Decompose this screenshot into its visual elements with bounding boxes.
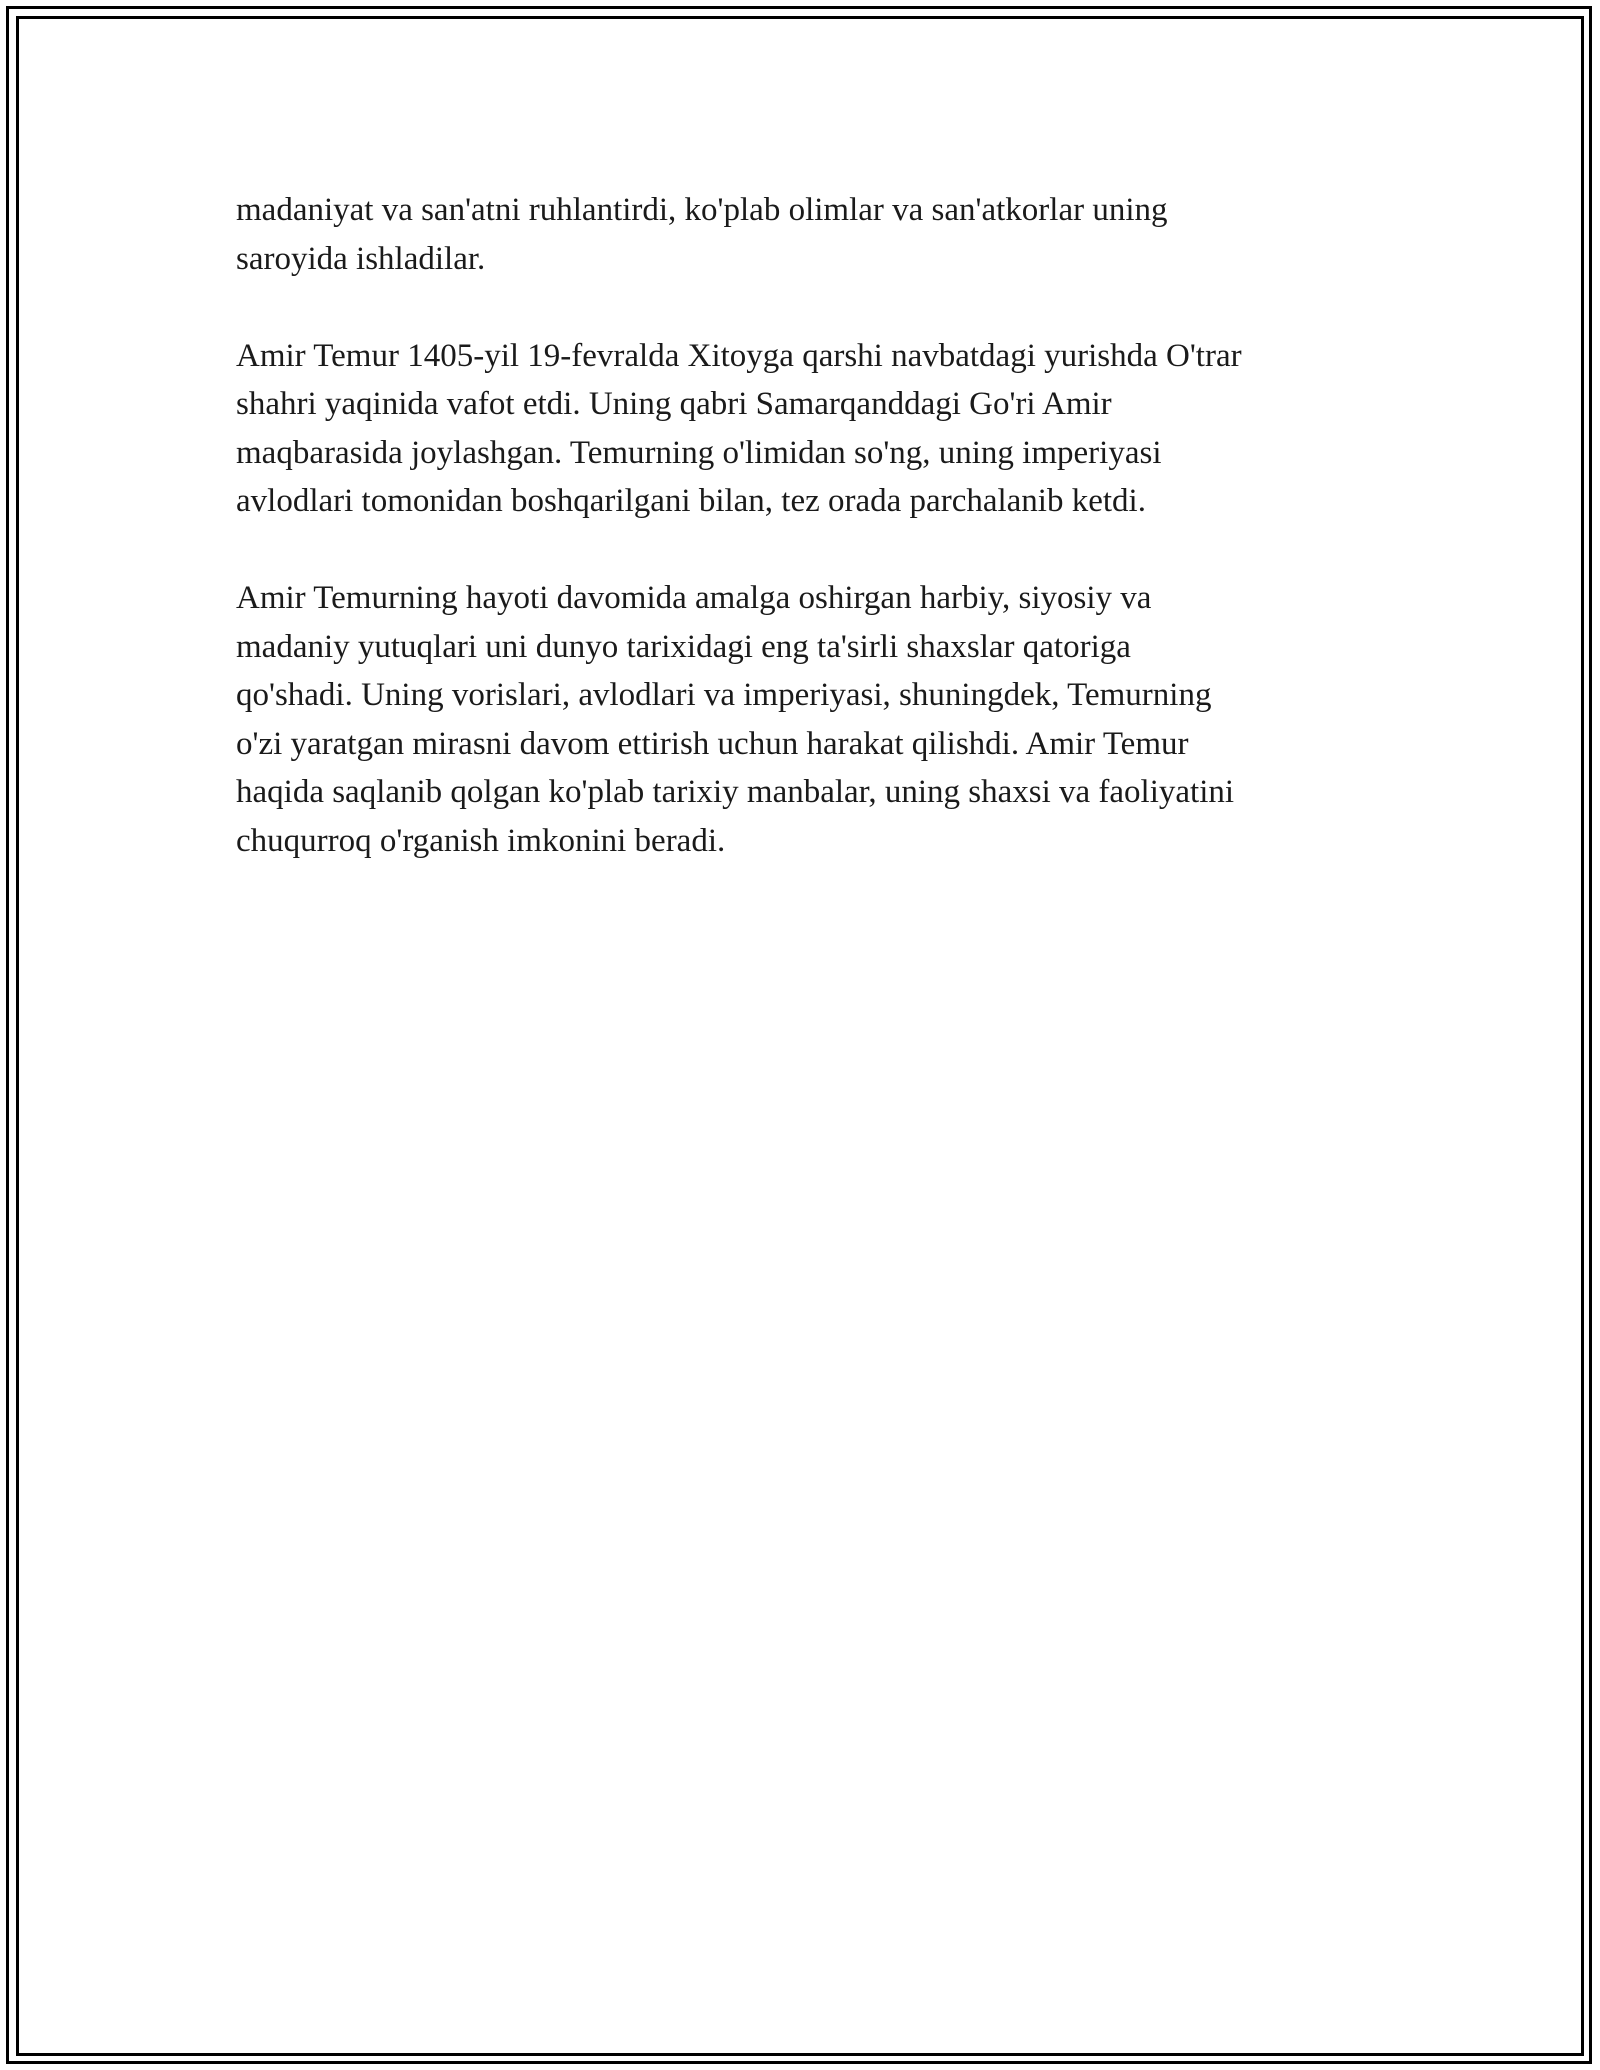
text-line: chuqurroq o'rganish imkonini beradi. xyxy=(236,822,726,859)
text-line: Amir Temurning hayoti davomida amalga oshirgan harbiy, siyosiy va xyxy=(236,580,1152,616)
text-line: shahri yaqinida vafot etdi. Uning qabri Samarqanddagi Go'ri Amir xyxy=(236,386,1112,422)
paragraph-2 xyxy=(236,332,1396,526)
text-line: o'zi yaratgan mirasni davom ettirish uchun harakat qilishdi. Amir Temur xyxy=(236,725,1189,762)
text-line: madaniyat va san'atni ruhlantirdi, ko'plab olimlar va san'atkorlar uning xyxy=(236,192,1168,228)
text-line: qo'shadi. Uning vorislari, avlodlari va imperiyasi, shuningdek, Temurning xyxy=(236,677,1212,713)
paragraph-3 xyxy=(236,574,1396,865)
text-line: saroyida ishladilar. xyxy=(236,240,486,277)
paragraph-1 xyxy=(236,186,1396,283)
text-line: Amir Temur 1405-yil 19-fevralda Xitoyga qarshi navbatdagi yurishda O'trar xyxy=(236,337,1242,374)
text-line: madaniy yutuqlari uni dunyo tarixidagi eng ta'sirli shaxslar qatoriga xyxy=(236,628,1131,665)
text-line: avlodlari tomonidan boshqarilgani bilan, tez orada parchalanib ketdi. xyxy=(236,483,1146,519)
text-line: maqbarasida joylashgan. Temurning o'limidan so'ng, uning imperiyasi xyxy=(236,434,1162,471)
text-line: haqida saqlanib qolgan ko'plab tarixiy manbalar, uning shaxsi va faoliyatini xyxy=(236,774,1235,810)
document-body xyxy=(236,186,1396,914)
